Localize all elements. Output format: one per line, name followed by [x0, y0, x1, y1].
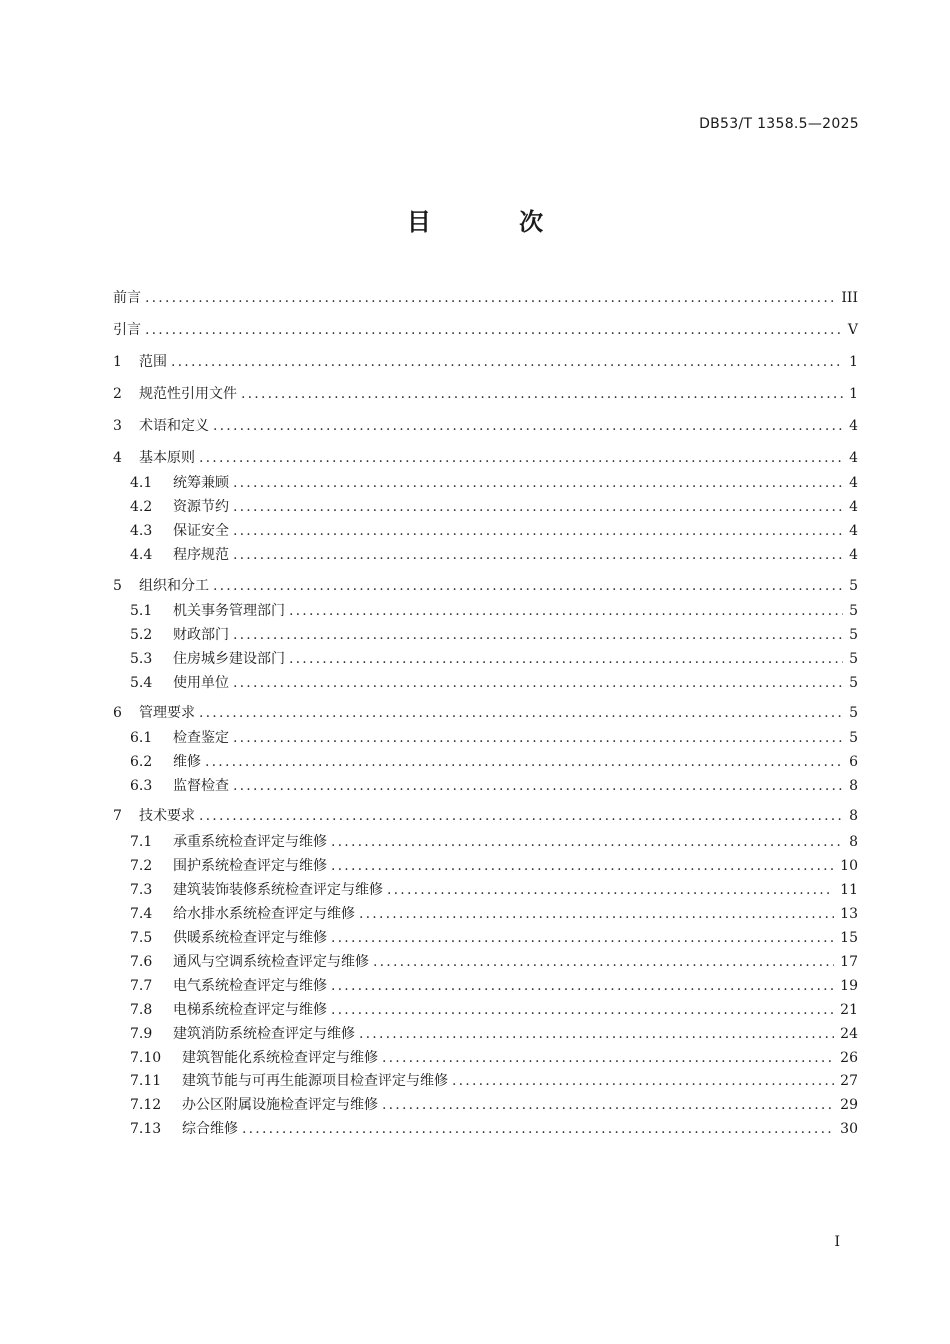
toc-entry-number: 5.1 — [130, 603, 153, 619]
toc-dot-leader — [145, 320, 842, 340]
toc-entry-page: 4 — [849, 475, 858, 491]
toc-entry-label: 建筑消防系统检查评定与维修 — [173, 1026, 355, 1042]
toc-entry-number: 2 — [113, 386, 122, 402]
toc-entry[interactable] — [113, 1095, 858, 1115]
toc-entry-label: 监督检查 — [173, 778, 229, 794]
toc-entry-label: 统筹兼顾 — [173, 475, 229, 491]
toc-entry-label: 电梯系统检查评定与维修 — [173, 1002, 327, 1018]
toc-dot-leader — [382, 1048, 834, 1068]
toc-entry[interactable] — [113, 545, 858, 565]
toc-entry-label: 承重系统检查评定与维修 — [173, 834, 327, 850]
toc-entry[interactable] — [113, 448, 858, 468]
toc-entry-page: 21 — [840, 1002, 858, 1018]
toc-entry-label: 管理要求 — [139, 705, 195, 721]
toc-entry-page: 11 — [840, 882, 858, 898]
toc-dot-leader — [199, 448, 843, 468]
toc-entry-page: 17 — [840, 954, 858, 970]
toc-entry-number: 4.1 — [130, 475, 153, 491]
toc-dot-leader — [233, 497, 843, 517]
toc-dot-leader — [233, 728, 843, 748]
toc-dot-leader — [205, 752, 843, 772]
toc-entry-number: 4.4 — [130, 547, 153, 563]
toc-entry[interactable] — [113, 1048, 858, 1068]
toc-entry-label: 给水排水系统检查评定与维修 — [173, 906, 355, 922]
toc-entry[interactable] — [113, 473, 858, 493]
toc-entry[interactable] — [113, 976, 858, 996]
toc-entry[interactable] — [113, 288, 858, 308]
toc-dot-leader — [242, 1119, 834, 1139]
toc-entry-page: 4 — [849, 547, 858, 563]
toc-entry-page: 19 — [840, 978, 858, 994]
toc-entry-number: 5.4 — [130, 675, 153, 691]
toc-entry-label: 机关事务管理部门 — [173, 603, 285, 619]
document-code: DB53/T 1358.5—2025 — [699, 116, 859, 132]
toc-entry-label: 住房城乡建设部门 — [173, 651, 285, 667]
toc-entry-page: 15 — [840, 930, 858, 946]
toc-entry[interactable] — [113, 703, 858, 723]
toc-entry-page: 6 — [849, 754, 858, 770]
toc-entry-page: V — [847, 322, 858, 338]
toc-entry-page: 1 — [849, 354, 858, 370]
toc-entry-number: 7.8 — [130, 1002, 153, 1018]
page-number: I — [834, 1234, 840, 1250]
toc-entry-page: 29 — [840, 1097, 858, 1113]
toc-dot-leader — [387, 880, 834, 900]
toc-dot-leader — [199, 806, 843, 826]
toc-entry-label: 建筑智能化系统检查评定与维修 — [182, 1050, 378, 1066]
toc-entry-number: 7.13 — [130, 1121, 162, 1137]
toc-entry[interactable] — [113, 880, 858, 900]
toc-dot-leader — [331, 1000, 834, 1020]
toc-entry-page: 27 — [840, 1073, 858, 1089]
toc-entry[interactable] — [113, 728, 858, 748]
toc-entry-page: 4 — [849, 418, 858, 434]
toc-dot-leader — [331, 976, 834, 996]
toc-entry[interactable] — [113, 625, 858, 645]
toc-dot-leader — [199, 703, 843, 723]
toc-entry[interactable] — [113, 856, 858, 876]
toc-entry[interactable] — [113, 497, 858, 517]
toc-entry-number: 7.10 — [130, 1050, 162, 1066]
toc-entry-label: 程序规范 — [173, 547, 229, 563]
toc-entry-label: 术语和定义 — [139, 418, 209, 434]
toc-entry-number: 7.12 — [130, 1097, 162, 1113]
toc-entry[interactable] — [113, 904, 858, 924]
toc-entry[interactable] — [113, 1000, 858, 1020]
toc-dot-leader — [241, 384, 843, 404]
toc-dot-leader — [233, 545, 843, 565]
toc-dot-leader — [233, 673, 843, 693]
toc-entry-page: 13 — [840, 906, 858, 922]
toc-entry[interactable] — [113, 320, 858, 340]
toc-entry-number: 7 — [113, 808, 122, 824]
toc-entry-label: 范围 — [139, 354, 167, 370]
toc-entry-label: 保证安全 — [173, 523, 229, 539]
toc-entry-page: 8 — [849, 778, 858, 794]
toc-dot-leader — [233, 776, 843, 796]
toc-entry-number: 7.6 — [130, 954, 153, 970]
toc-dot-leader — [452, 1071, 834, 1091]
toc-entry-label: 规范性引用文件 — [139, 386, 237, 402]
toc-entry-number: 7.9 — [130, 1026, 153, 1042]
toc-entry[interactable] — [113, 649, 858, 669]
toc-entry-number: 1 — [113, 354, 122, 370]
toc-entry-number: 7.11 — [130, 1073, 162, 1089]
toc-entry-label: 前言 — [113, 290, 141, 306]
toc-entry-label: 资源节约 — [173, 499, 229, 515]
toc-entry-label: 通风与空调系统检查评定与维修 — [173, 954, 369, 970]
toc-entry-label: 使用单位 — [173, 675, 229, 691]
toc-entry[interactable] — [113, 576, 858, 596]
page-title: 目 次 — [406, 208, 584, 236]
toc-entry[interactable] — [113, 673, 858, 693]
toc-entry-page: 5 — [849, 705, 858, 721]
toc-entry-page: 24 — [840, 1026, 858, 1042]
toc-dot-leader — [359, 904, 834, 924]
toc-dot-leader — [289, 649, 843, 669]
toc-entry-page: 26 — [840, 1050, 858, 1066]
toc-entry-number: 5 — [113, 578, 122, 594]
toc-entry-number: 4.2 — [130, 499, 153, 515]
toc-entry[interactable] — [113, 352, 858, 372]
toc-entry-page: 5 — [849, 675, 858, 691]
toc-entry-page: 5 — [849, 730, 858, 746]
toc-dot-leader — [289, 601, 843, 621]
toc-entry-page: 5 — [849, 578, 858, 594]
toc-entry-label: 电气系统检查评定与维修 — [173, 978, 327, 994]
toc-dot-leader — [213, 576, 843, 596]
toc-entry-number: 6.1 — [130, 730, 153, 746]
toc-entry-label: 基本原则 — [139, 450, 195, 466]
toc-entry[interactable] — [113, 1024, 858, 1044]
toc-entry-page: 5 — [849, 651, 858, 667]
toc-entry-number: 7.2 — [130, 858, 153, 874]
toc-entry-number: 7.4 — [130, 906, 153, 922]
toc-entry-label: 技术要求 — [139, 808, 195, 824]
toc-entry-label: 综合维修 — [182, 1121, 238, 1137]
toc-dot-leader — [145, 288, 835, 308]
toc-dot-leader — [233, 521, 843, 541]
toc-entry[interactable] — [113, 601, 858, 621]
toc-entry-label: 组织和分工 — [139, 578, 209, 594]
toc-entry[interactable] — [113, 521, 858, 541]
toc-dot-leader — [213, 416, 843, 436]
toc-entry-number: 7.7 — [130, 978, 153, 994]
toc-entry-number: 6.2 — [130, 754, 153, 770]
toc-entry[interactable] — [113, 776, 858, 796]
toc-entry-page: 30 — [840, 1121, 858, 1137]
toc-entry[interactable] — [113, 952, 858, 972]
toc-entry-number: 4.3 — [130, 523, 153, 539]
toc-dot-leader — [373, 952, 834, 972]
toc-entry-number: 6.3 — [130, 778, 153, 794]
toc-entry-number: 6 — [113, 705, 122, 721]
toc-entry[interactable] — [113, 806, 858, 826]
toc-dot-leader — [331, 832, 843, 852]
toc-entry-page: III — [841, 290, 858, 306]
toc-entry-label: 财政部门 — [173, 627, 229, 643]
toc-entry[interactable] — [113, 832, 858, 852]
toc-entry-page: 4 — [849, 523, 858, 539]
toc-entry[interactable] — [113, 1119, 858, 1139]
toc-entry-label: 维修 — [173, 754, 201, 770]
toc-entry[interactable] — [113, 752, 858, 772]
toc-entry-page: 8 — [849, 834, 858, 850]
toc-entry-number: 7.3 — [130, 882, 153, 898]
toc-entry-page: 4 — [849, 499, 858, 515]
toc-entry[interactable] — [113, 928, 858, 948]
toc-entry-label: 建筑节能与可再生能源项目检查评定与维修 — [182, 1073, 448, 1089]
toc-entry-label: 供暖系统检查评定与维修 — [173, 930, 327, 946]
toc-dot-leader — [331, 928, 834, 948]
toc-entry-page: 4 — [849, 450, 858, 466]
toc-entry-page: 5 — [849, 603, 858, 619]
toc-entry-number: 7.1 — [130, 834, 153, 850]
toc-entry-label: 办公区附属设施检查评定与维修 — [182, 1097, 378, 1113]
toc-entry[interactable] — [113, 384, 858, 404]
toc-entry-page: 10 — [840, 858, 858, 874]
toc-entry-page: 1 — [849, 386, 858, 402]
toc-entry[interactable] — [113, 416, 858, 436]
toc-entry-number: 7.5 — [130, 930, 153, 946]
toc-entry-label: 检查鉴定 — [173, 730, 229, 746]
toc-dot-leader — [359, 1024, 834, 1044]
toc-entry-number: 5.2 — [130, 627, 153, 643]
toc-entry[interactable] — [113, 1071, 858, 1091]
toc-dot-leader — [331, 856, 834, 876]
toc-dot-leader — [171, 352, 843, 372]
toc-entry-page: 5 — [849, 627, 858, 643]
toc-entry-label: 建筑装饰装修系统检查评定与维修 — [173, 882, 383, 898]
toc-dot-leader — [233, 473, 843, 493]
toc-entry-number: 5.3 — [130, 651, 153, 667]
toc-entry-number: 4 — [113, 450, 122, 466]
toc-entry-number: 3 — [113, 418, 122, 434]
toc-entry-label: 围护系统检查评定与维修 — [173, 858, 327, 874]
toc-dot-leader — [382, 1095, 834, 1115]
toc-entry-label: 引言 — [113, 322, 141, 338]
toc-dot-leader — [233, 625, 843, 645]
toc-entry-page: 8 — [849, 808, 858, 824]
